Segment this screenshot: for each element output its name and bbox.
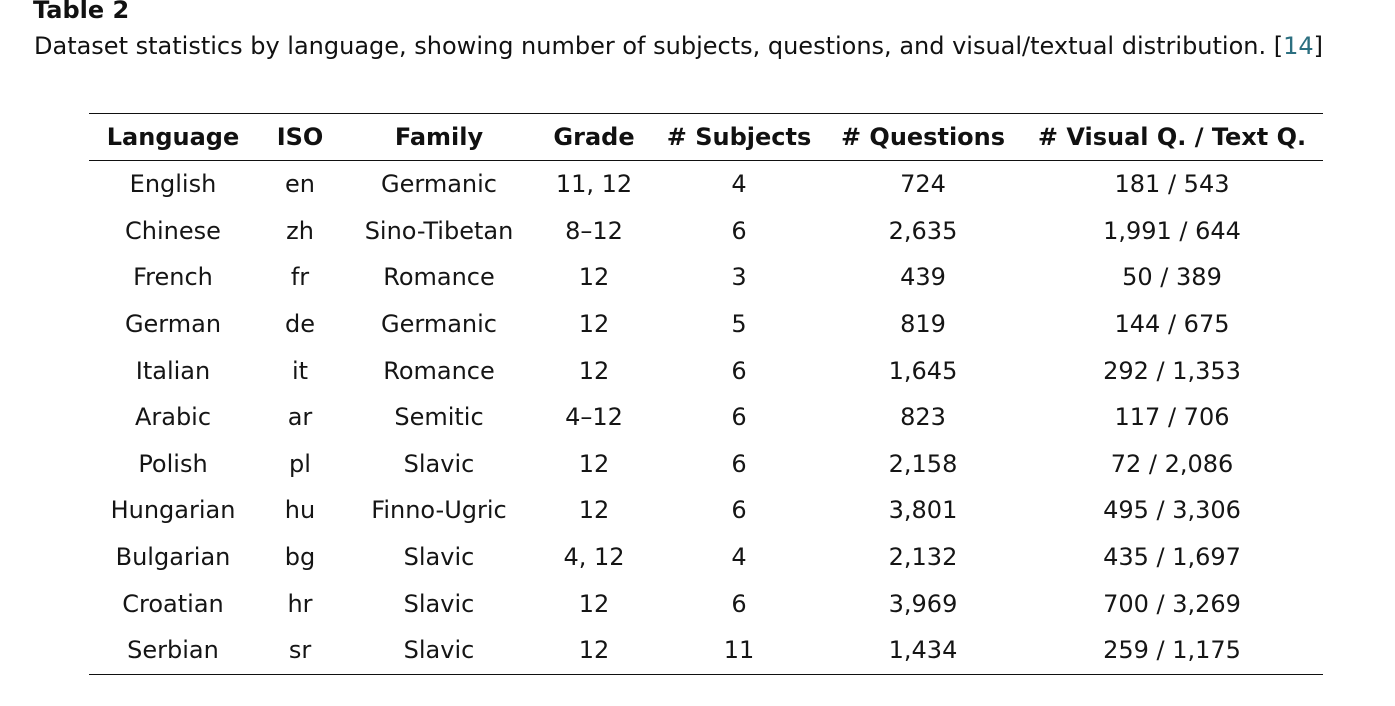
cell-subjects: 6 xyxy=(731,496,747,525)
cell-language: English xyxy=(129,170,217,199)
cell-questions: 823 xyxy=(900,403,946,432)
cell-subjects: 4 xyxy=(731,170,747,199)
cell-language: German xyxy=(124,310,222,339)
cell-grade: 12 xyxy=(578,449,610,478)
header-grade: Grade xyxy=(553,123,635,151)
cell-iso: ar xyxy=(287,403,313,432)
citation-close-bracket: ] xyxy=(1313,32,1324,60)
cell-questions: 819 xyxy=(900,310,946,339)
cell-subjects: 6 xyxy=(731,403,747,432)
table-row xyxy=(89,394,1323,441)
cell-family: Germanic xyxy=(381,310,497,339)
caption-text: Dataset statistics by language, showing number of subjects, questions, and visual/textual distribution. xyxy=(34,32,1274,60)
cell-questions: 439 xyxy=(900,263,946,292)
cell-visual-text: 144 / 675 xyxy=(1114,310,1230,339)
cell-family: Slavic xyxy=(403,543,475,572)
cell-visual-text: 259 / 1,175 xyxy=(1103,636,1241,665)
cell-language: Croatian xyxy=(122,589,224,618)
cell-family: Slavic xyxy=(403,449,475,478)
table-row xyxy=(89,441,1323,488)
cell-iso: fr xyxy=(290,263,310,292)
cell-family: Germanic xyxy=(381,170,497,199)
header-subjects: # Subjects xyxy=(666,123,812,151)
table-row xyxy=(89,487,1323,534)
cell-language: Italian xyxy=(135,356,211,385)
table-label: Table 2 xyxy=(33,0,130,24)
cell-iso: hr xyxy=(287,589,313,618)
cell-language: Chinese xyxy=(125,216,221,245)
cell-grade: 12 xyxy=(578,636,610,665)
cell-subjects: 4 xyxy=(731,543,747,572)
cell-subjects: 5 xyxy=(731,310,747,339)
cell-subjects: 6 xyxy=(731,216,747,245)
cell-iso: en xyxy=(285,170,315,199)
table-wrapper xyxy=(89,113,1323,675)
cell-family: Sino-Tibetan xyxy=(364,216,514,245)
header-language: Language xyxy=(106,123,240,151)
table-row xyxy=(89,301,1323,348)
cell-family: Romance xyxy=(383,356,495,385)
cell-grade: 4–12 xyxy=(565,403,623,432)
cell-language: Arabic xyxy=(134,403,212,432)
table-row xyxy=(89,627,1323,674)
cell-grade: 12 xyxy=(578,356,610,385)
cell-questions: 3,801 xyxy=(888,496,958,525)
cell-subjects: 6 xyxy=(731,449,747,478)
cell-grade: 11, 12 xyxy=(555,170,633,199)
cell-subjects: 11 xyxy=(723,636,755,665)
table-row xyxy=(89,534,1323,581)
cell-visual-text: 495 / 3,306 xyxy=(1103,496,1241,525)
cell-iso: sr xyxy=(288,636,312,665)
dataset-statistics-table xyxy=(89,113,1323,675)
cell-family: Finno-Ugric xyxy=(371,496,507,525)
header-family: Family xyxy=(394,123,484,151)
cell-language: French xyxy=(133,263,213,292)
cell-visual-text: 435 / 1,697 xyxy=(1103,543,1241,572)
cell-visual-text: 72 / 2,086 xyxy=(1110,449,1234,478)
header-iso: ISO xyxy=(276,123,324,151)
citation-open-bracket: [ xyxy=(1273,32,1284,60)
cell-grade: 12 xyxy=(578,589,610,618)
cell-questions: 3,969 xyxy=(888,589,958,618)
cell-questions: 2,635 xyxy=(888,216,958,245)
header-questions: # Questions xyxy=(840,123,1006,151)
cell-subjects: 3 xyxy=(731,263,747,292)
cell-visual-text: 1,991 / 644 xyxy=(1103,216,1241,245)
table-row xyxy=(89,347,1323,394)
cell-questions: 2,132 xyxy=(888,543,958,572)
cell-language: Polish xyxy=(138,449,208,478)
cell-grade: 12 xyxy=(578,263,610,292)
cell-iso: hu xyxy=(284,496,316,525)
table-caption xyxy=(34,30,1379,62)
citation-link[interactable]: 14 xyxy=(1283,32,1314,60)
header-visual-text: # Visual Q. / Text Q. xyxy=(1037,123,1307,151)
cell-language: Serbian xyxy=(127,636,219,665)
cell-questions: 724 xyxy=(900,170,946,199)
table-row xyxy=(89,580,1323,627)
cell-family: Slavic xyxy=(403,589,475,618)
cell-visual-text: 292 / 1,353 xyxy=(1103,356,1241,385)
cell-family: Slavic xyxy=(403,636,475,665)
cell-iso: it xyxy=(291,356,309,385)
cell-visual-text: 117 / 706 xyxy=(1114,403,1230,432)
cell-visual-text: 181 / 543 xyxy=(1114,170,1230,199)
table-row xyxy=(89,208,1323,255)
cell-grade: 4, 12 xyxy=(563,543,625,572)
cell-family: Romance xyxy=(383,263,495,292)
cell-language: Hungarian xyxy=(110,496,236,525)
table-row xyxy=(89,161,1323,208)
cell-iso: pl xyxy=(289,449,311,478)
cell-visual-text: 700 / 3,269 xyxy=(1103,589,1241,618)
cell-questions: 1,434 xyxy=(888,636,958,665)
cell-subjects: 6 xyxy=(731,589,747,618)
header-row xyxy=(89,114,1323,161)
cell-visual-text: 50 / 389 xyxy=(1122,263,1222,292)
cell-grade: 12 xyxy=(578,496,610,525)
cell-subjects: 6 xyxy=(731,356,747,385)
cell-family: Semitic xyxy=(394,403,484,432)
cell-questions: 2,158 xyxy=(888,449,958,478)
cell-grade: 12 xyxy=(578,310,610,339)
table-row xyxy=(89,254,1323,301)
cell-iso: bg xyxy=(284,543,316,572)
cell-iso: de xyxy=(285,310,315,339)
cell-language: Bulgarian xyxy=(115,543,231,572)
cell-iso: zh xyxy=(286,216,314,245)
cell-questions: 1,645 xyxy=(888,356,958,385)
cell-grade: 8–12 xyxy=(565,216,623,245)
